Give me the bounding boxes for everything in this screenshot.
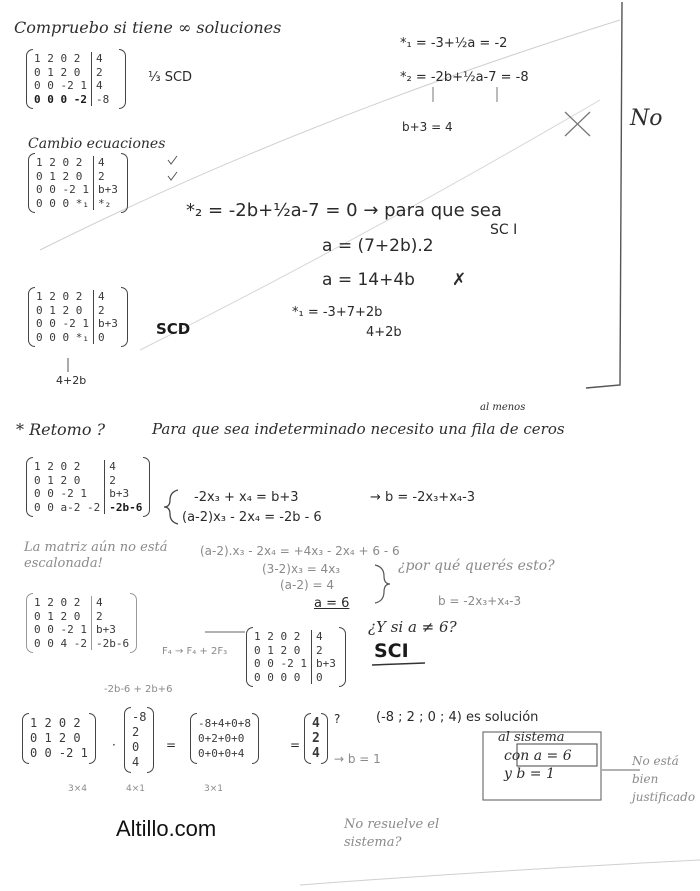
row-operation: F₄ → F₄ + 2F₃ — [162, 646, 228, 657]
matrix-1 — [34, 52, 118, 106]
question-why: ¿por qué querés esto? — [398, 558, 555, 574]
dim-A: 3×4 — [68, 784, 87, 794]
question-mark: ? — [334, 712, 341, 726]
teacher-note-not-justified: No está bien justificado — [632, 754, 696, 804]
matrix-3-below: 4+2b — [56, 374, 87, 387]
dim-result: 3×1 — [204, 784, 223, 794]
watermark-altillo: Altillo.com — [116, 816, 217, 841]
heading-check-infinite: Compruebo si tiene ∞ soluciones — [14, 18, 282, 37]
solution-text-3: con a = 6 — [504, 748, 572, 764]
note-not-echelon: La matriz aún no está escalonada! — [24, 540, 168, 571]
product-expanded: -8+4+0+8 0+2+0+0 0+0+0+4 — [198, 716, 251, 761]
solution-text-1: (-8 ; 2 ; 0 ; 4) es solución — [376, 710, 539, 725]
matrix-1-rhs: 4 2 4 -8 — [95, 52, 110, 106]
no-label: No — [630, 106, 663, 131]
matrix-1-note: ⅓ SCD — [148, 70, 193, 85]
system-eq-2: (a-2)x₃ - 2x₄ = -2b - 6 — [182, 510, 322, 525]
equation-a-result: a = 14+4b — [322, 270, 415, 290]
multiply-dot: · — [112, 738, 116, 752]
equation-star2-zero: *₂ = -2b+½a-7 = 0 → para que sea — [186, 200, 502, 221]
equation-star1: *₁ = -3+½a = -2 — [400, 36, 508, 51]
equation-star1-b-result: 4+2b — [366, 325, 402, 340]
equation-star1-b: *₁ = -3+7+2b — [292, 305, 383, 320]
matrix-5: 1 2 0 2 0 1 2 0 0 0 -2 1 0 0 4 -2 4 2 b+3 -2b-6 — [34, 596, 129, 650]
teacher-note-not-solved: No resuelve el sistema? — [344, 817, 440, 850]
question-a-not-6: ¿Y si a ≠ 6? — [368, 618, 457, 636]
equation-star2: *₂ = -2b+½a-7 = -8 — [400, 70, 529, 85]
vector-x: -8 2 0 4 — [132, 710, 146, 770]
cross-mark: ✗ — [452, 270, 467, 290]
equation-b3: b+3 = 4 — [402, 120, 453, 134]
matrix-2: 1 2 0 2 0 1 2 0 0 0 -2 1 0 0 0 *₁ 4 2 b+3 *₂ — [36, 156, 120, 210]
solution-text-4: y b = 1 — [504, 766, 555, 782]
equals-sign-2: = — [290, 738, 301, 752]
work-line-3: (a-2) = 4 — [280, 578, 334, 592]
retomo-text: Para que sea indeterminado necesito una fila de ceros — [152, 420, 565, 438]
sci-label: SCI — [374, 640, 409, 662]
matrix-6: 1 2 0 2 0 1 2 0 0 0 -2 1 0 0 0 0 4 2 b+3 0 — [254, 630, 338, 684]
matrix-3: 1 2 0 2 0 1 2 0 0 0 -2 1 0 0 0 *₁ 4 2 b+3 0 — [36, 290, 120, 344]
b-equals-1: → b = 1 — [334, 752, 381, 766]
work-line-5: b = -2x₃+x₄-3 — [438, 594, 522, 608]
system-eq-1: -2x₃ + x₄ = b+3 — [194, 490, 299, 505]
solution-text-2: al sistema — [498, 730, 565, 745]
work-line-4: a = 6 — [314, 596, 350, 611]
equation-a-value: a = (7+2b).2 — [322, 236, 434, 256]
matrix-4: 1 2 0 2 0 1 2 0 0 0 -2 1 0 0 a-2 -2 4 2 b+3 -2b-6 — [34, 460, 142, 514]
matrix-1-coefs: 1 2 0 2 0 1 2 0 0 0 -2 1 0 0 0 -2 — [34, 52, 87, 106]
product-result: 4 2 4 — [312, 716, 320, 761]
al-menos-note: al menos — [480, 402, 526, 413]
row-operation-calc: -2b-6 + 2b+6 — [104, 684, 173, 695]
work-line-2: (3-2)x₃ = 4x₃ — [262, 562, 341, 576]
matrix-3-note: SCD — [156, 320, 191, 338]
retomo-heading: * Retomo ? — [16, 420, 106, 439]
matrix-A: 1 2 0 2 0 1 2 0 0 0 -2 1 — [30, 716, 88, 761]
heading-swap-equations: Cambio ecuaciones — [28, 136, 166, 152]
equation-sci-label: SC I — [490, 222, 518, 238]
system-eq-1-solve: → b = -2x₃+x₄-3 — [370, 490, 476, 505]
dim-x: 4×1 — [126, 784, 145, 794]
equals-sign: = — [166, 738, 177, 752]
work-line-1: (a-2).x₃ - 2x₄ = +4x₃ - 2x₄ + 6 - 6 — [200, 544, 400, 558]
